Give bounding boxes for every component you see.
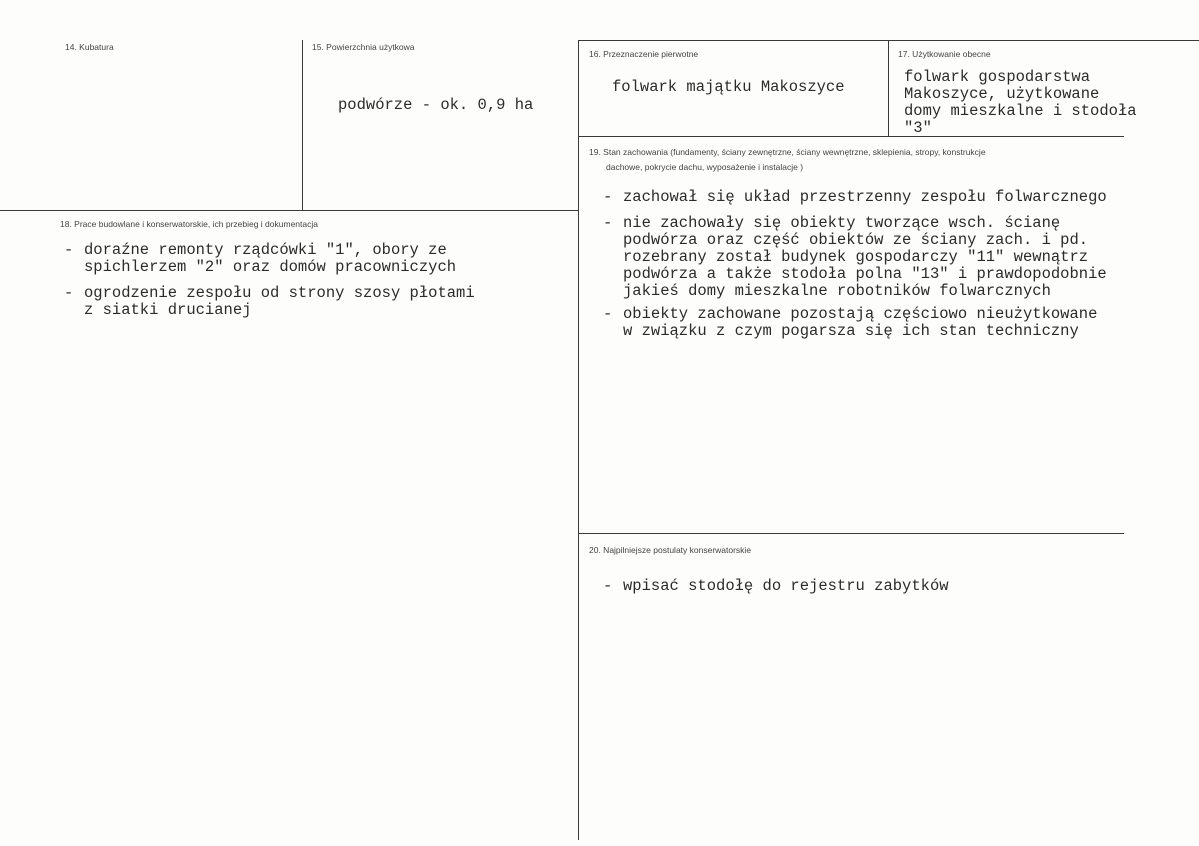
- field-15-label: 15. Powierzchnia użytkowa: [312, 42, 415, 52]
- field-19-label-cont: dachowe, pokrycie dachu, wyposażenie i instalacje ): [606, 162, 804, 172]
- field-19-label: 19. Stan zachowania (fundamenty, ściany zewnętrzne, ściany wewnętrzne, sklepienia, stropy, konstrukcje: [589, 147, 986, 157]
- divider-h-19-20: [579, 533, 1124, 534]
- field-20-label: 20. Najpilniejsze postulaty konserwatorskie: [589, 545, 752, 555]
- bullet-dash: -: [603, 188, 613, 206]
- divider-v-14-15: [302, 40, 303, 210]
- divider-v-16-17: [888, 40, 889, 136]
- bullet-dash: -: [603, 305, 613, 323]
- field-16-value: folwark majątku Makoszyce: [612, 78, 845, 96]
- field-16-label: 16. Przeznaczenie pierwotne: [589, 49, 699, 59]
- bullet-dash: -: [603, 577, 613, 595]
- bullet-dash: -: [64, 284, 74, 302]
- divider-h-top-left: [0, 210, 578, 211]
- field-17-value: folwark gospodarstwa Makoszyce, użytkowane domy mieszkalne i stodoła "3": [904, 68, 1137, 137]
- field-15-value: podwórze - ok. 0,9 ha: [338, 96, 534, 114]
- field-20-item: - wpisać stodołę do rejestru zabytków: [603, 577, 949, 595]
- field-18-item: - doraźne remonty rządcówki "1", obory ze spichlerzem "2" oraz domów pracowniczych: [64, 241, 457, 276]
- field-19-item: - obiekty zachowane pozostają częściowo nieużytkowane w związku z czym pogarsza się ich stan techniczny: [603, 305, 1098, 340]
- field-17-label: 17. Użytkowanie obecne: [898, 49, 991, 59]
- field-19-item: - zachował się układ przestrzenny zespołu folwarcznego: [603, 188, 1107, 206]
- field-18-item: - ogrodzenie zespołu od strony szosy płotami z siatki drucianej: [64, 284, 475, 319]
- field-19-item: - nie zachowały się obiekty tworzące wsch. ścianę podwórza oraz część obiektów ze ściany zach. i pd. rozebrany został budynek gospodarczy "11" wewnątrz podwórza a także stodoła polna "13" i prawdopodobnie jakieś domy mieszkalne robotników folwarcznych: [603, 214, 1107, 300]
- field-18-label: 18. Prace budowlane i konserwatorskie, ich przebieg i dokumentacja: [60, 219, 318, 229]
- divider-v-center: [578, 40, 579, 840]
- field-14-label: 14. Kubatura: [65, 42, 114, 52]
- bullet-dash: -: [64, 241, 74, 259]
- divider-h-top-right: [579, 40, 1199, 41]
- bullet-dash: -: [603, 214, 613, 232]
